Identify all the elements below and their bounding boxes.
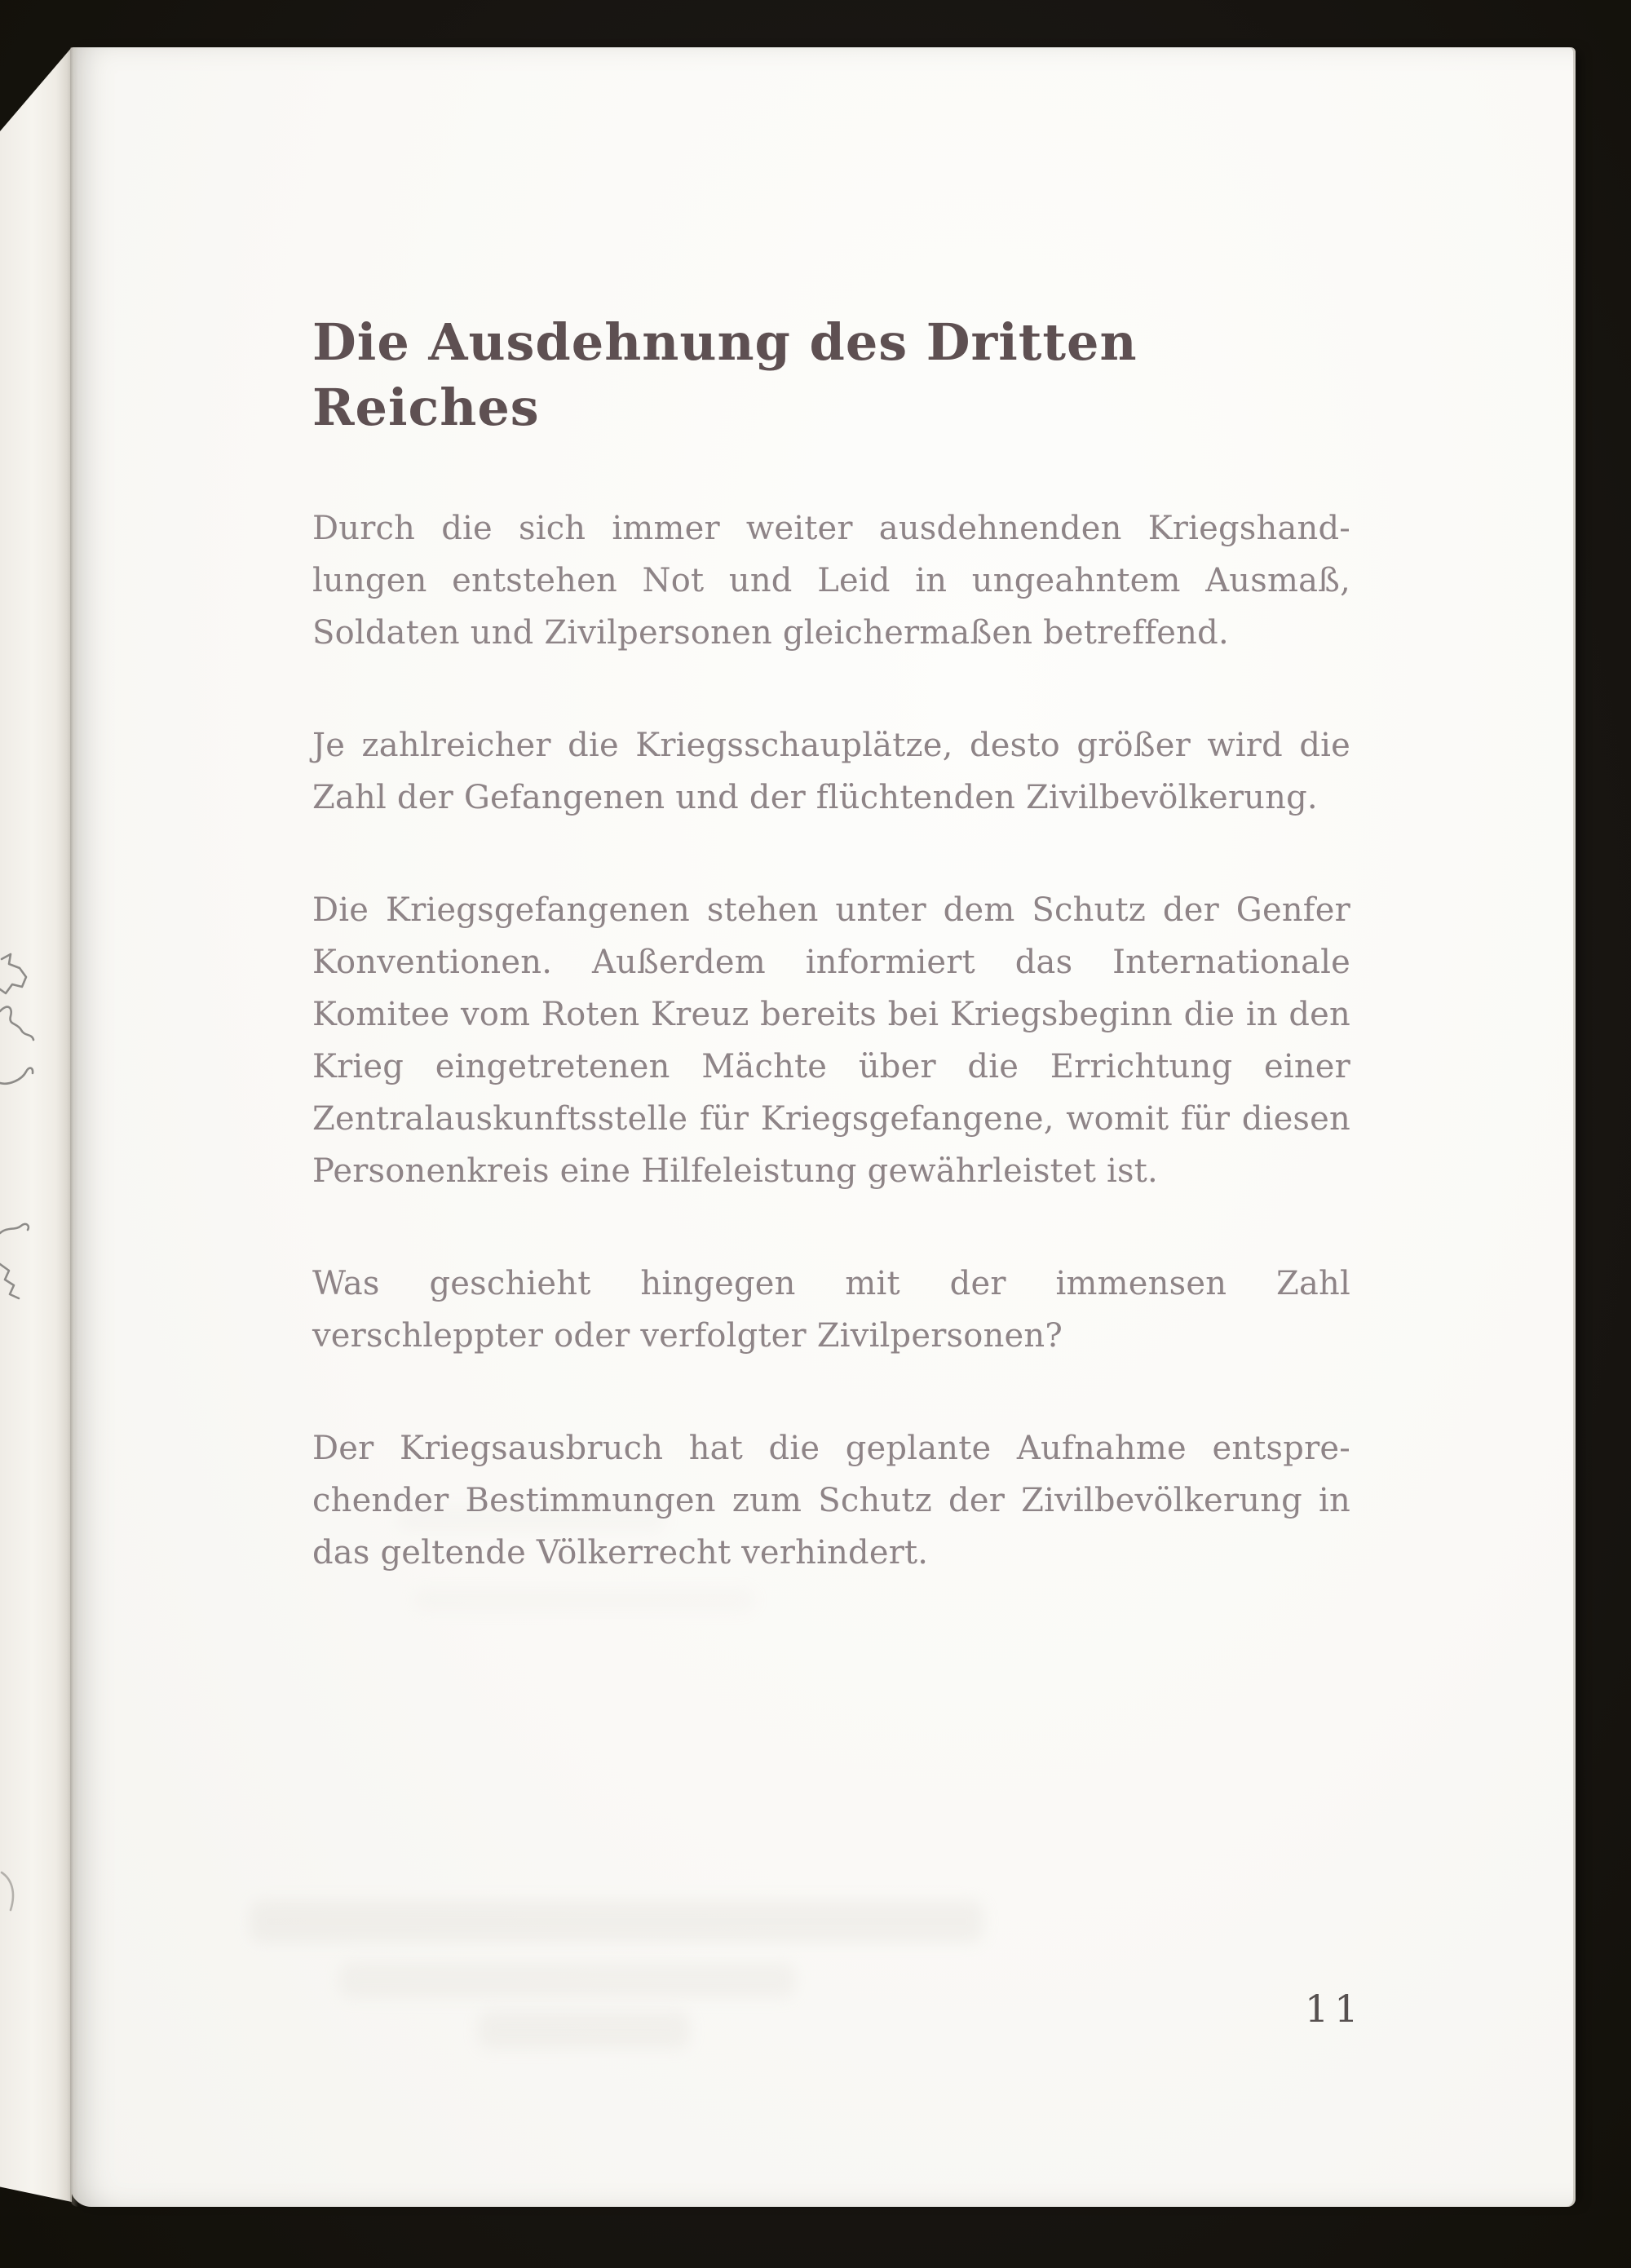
text-line: Soldaten und Zivilpersonen gleichermaßen betreffend.	[312, 614, 1229, 652]
text-line: chender Bestimmungen zum Schutz der Zivilbevölkerung in	[312, 1482, 1350, 1519]
text-line: das geltende Völkerrecht verhindert.	[312, 1534, 929, 1572]
text-line: Konventionen. Außerdem informiert das Internationale	[312, 944, 1350, 981]
gutter-crease	[70, 47, 78, 2207]
text-line: verschleppter oder verfolgter Zivilpersonen?	[312, 1317, 1063, 1355]
map-outline-sketch-faint	[0, 1868, 24, 1925]
text-line: Zentralauskunftsstelle für Kriegsgefangene, womit für diesen	[312, 1100, 1350, 1138]
text-line: Was geschieht hingegen mit der immensen Zahl	[312, 1265, 1350, 1302]
paragraph	[312, 719, 1350, 824]
text-line: Krieg eingetretenen Mächte über die Errichtung einer	[312, 1048, 1350, 1085]
text-line: Die Kriegsgefangenen stehen unter dem Schutz der Genfer	[312, 891, 1350, 929]
text-line: Der Kriegsausbruch hat die geplante Aufnahme entspre-	[312, 1430, 1350, 1467]
show-through-smudge	[250, 1900, 983, 1943]
show-through-smudge	[339, 1962, 796, 1998]
text-line: Personenkreis eine Hilfeleistung gewährleistet ist.	[312, 1152, 1158, 1190]
text-line: Komitee vom Roten Kreuz bereits bei Kriegsbeginn die in den	[312, 996, 1350, 1033]
text-line: Durch die sich immer weiter ausdehnenden Kriegshand-	[312, 510, 1350, 547]
page-content	[312, 310, 1350, 1639]
paragraph	[312, 884, 1350, 1197]
map-outline-sketch	[0, 946, 42, 1313]
page-number: 11	[1305, 1987, 1364, 2031]
paragraph	[312, 1258, 1350, 1362]
paragraph	[312, 1422, 1350, 1579]
book-page	[70, 47, 1576, 2207]
text-line: Zahl der Gefangenen und der flüchtenden Zivilbevölkerung.	[312, 779, 1318, 816]
page-title: Die Ausdehnung des Dritten Reiches	[312, 312, 1138, 437]
paragraph	[312, 502, 1350, 659]
text-line: Je zahlreicher die Kriegsschauplätze, desto größer wird die	[312, 727, 1350, 764]
show-through-smudge	[478, 2011, 690, 2049]
text-line: lungen entstehen Not und Leid in ungeahntem Ausmaß,	[312, 562, 1350, 599]
